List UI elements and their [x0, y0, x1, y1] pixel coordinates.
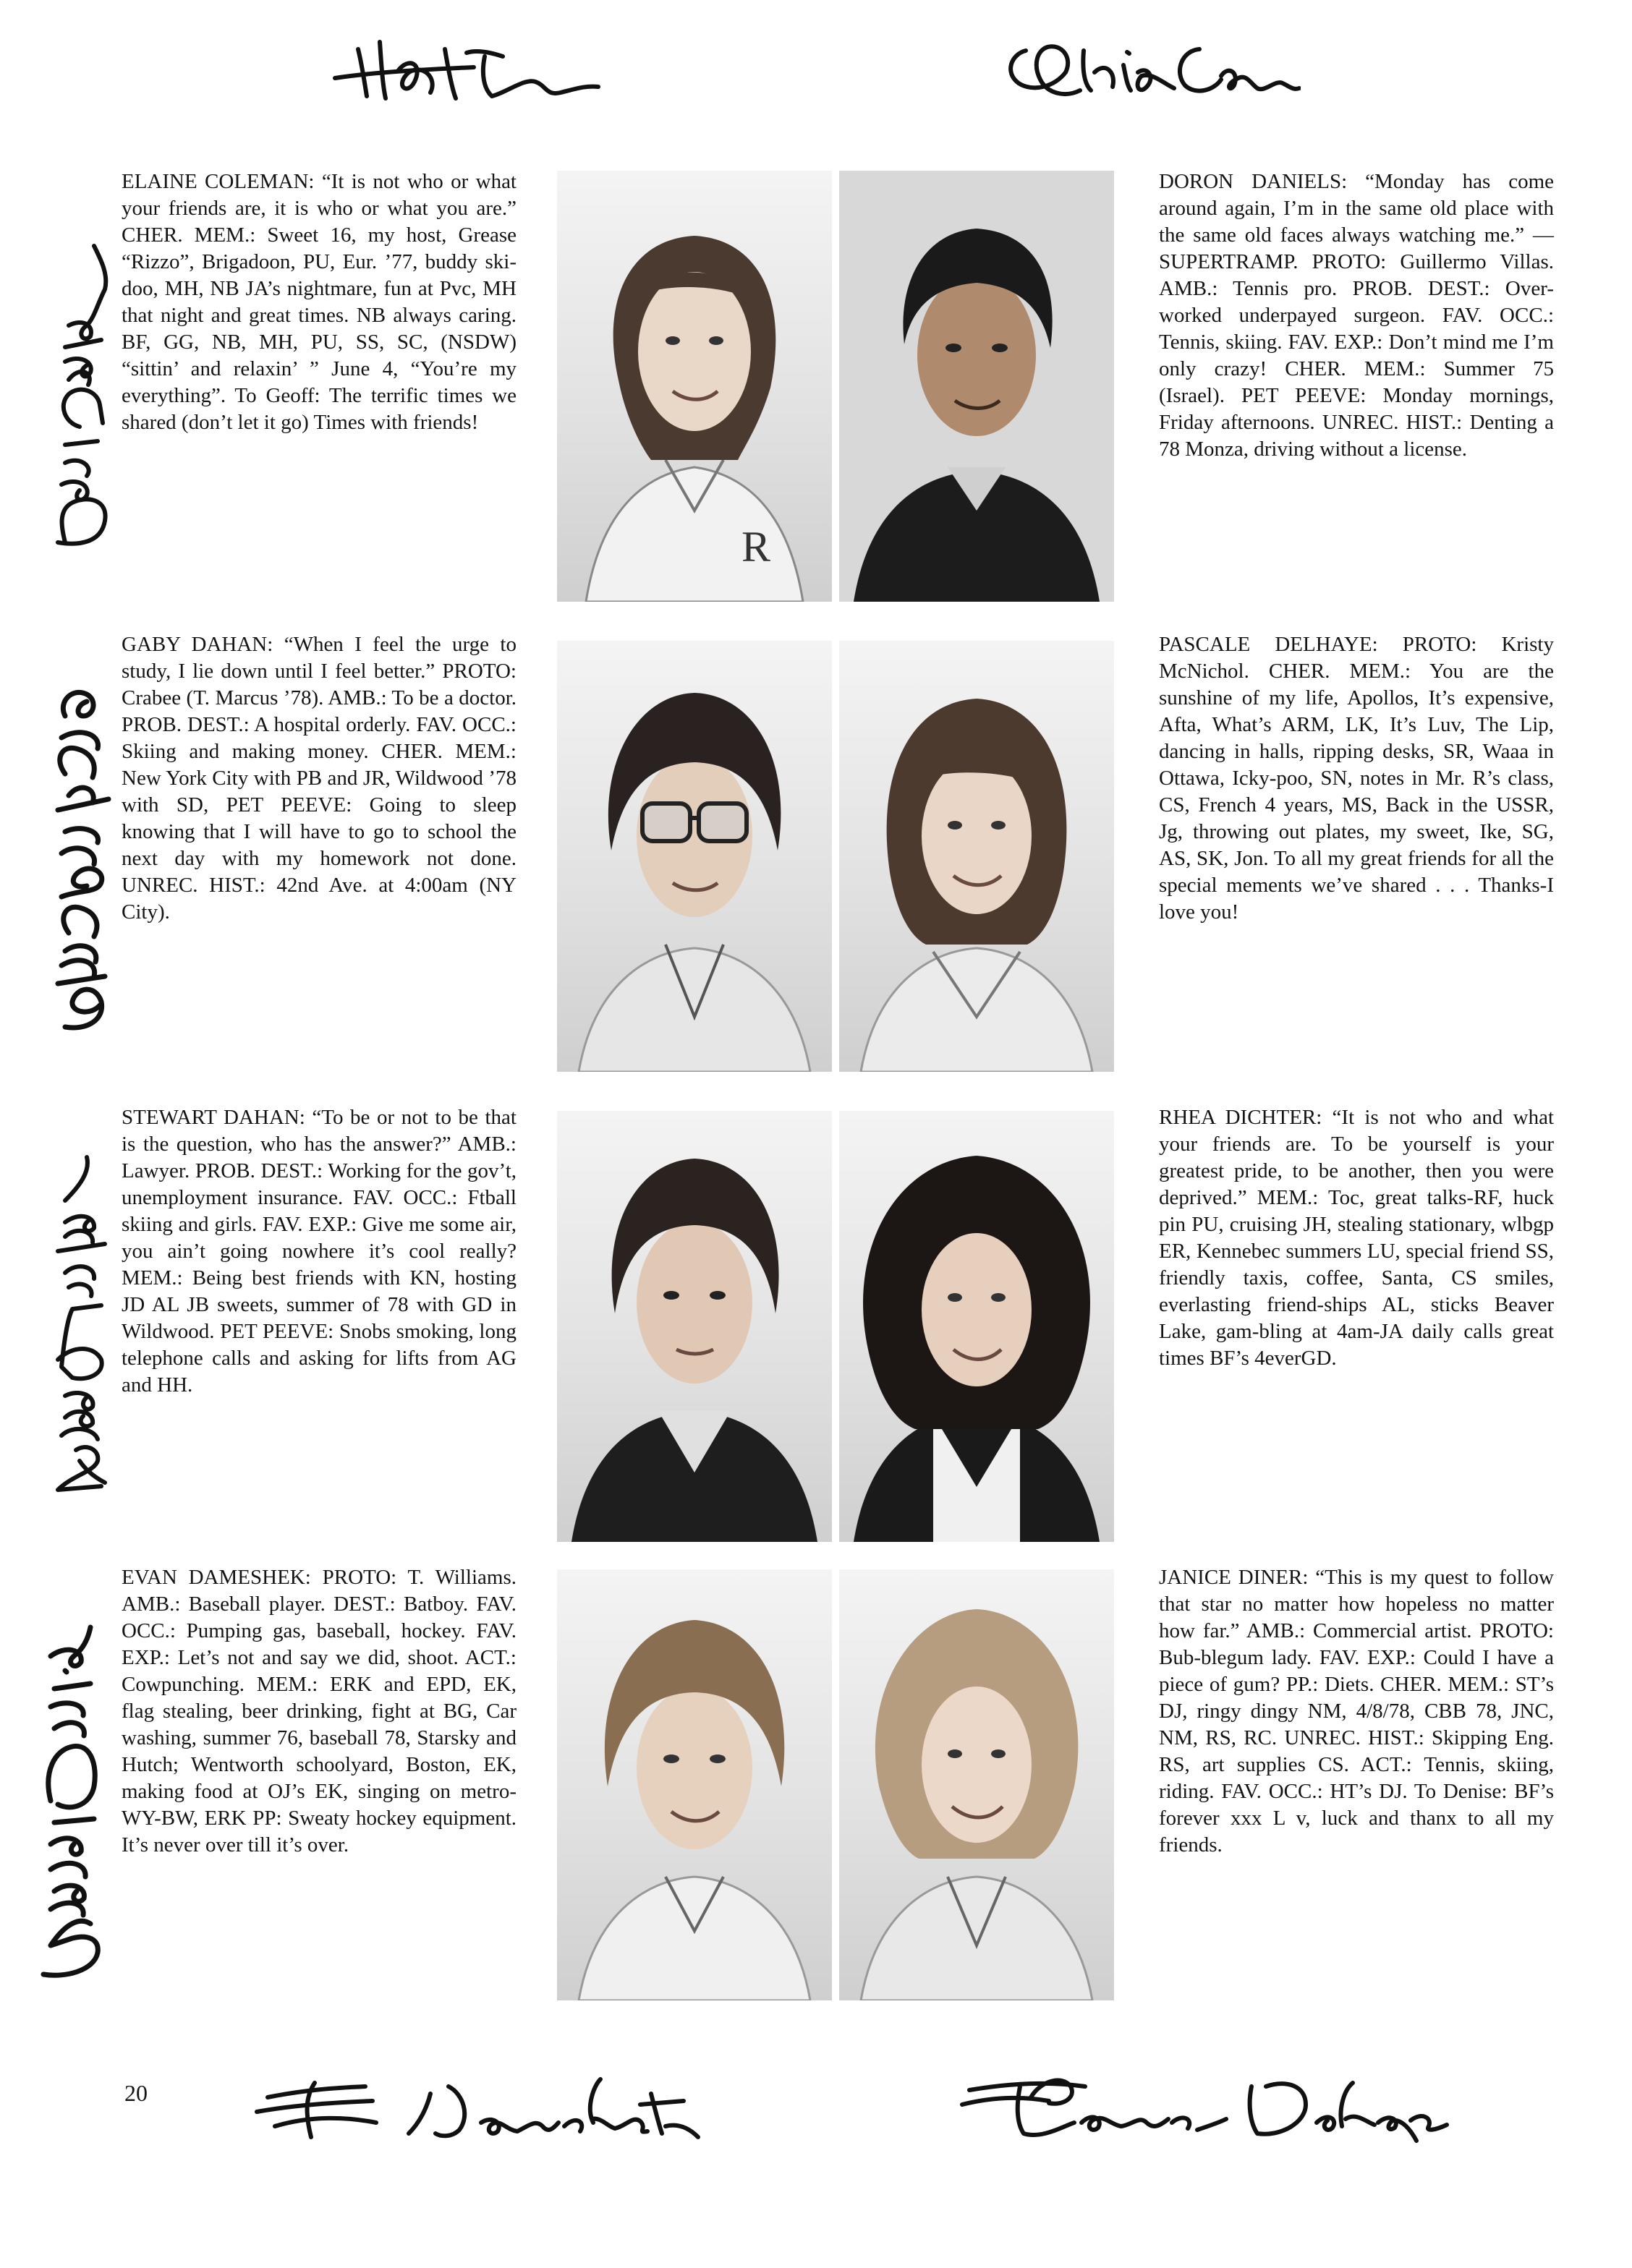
portrait-photo-elaine-coleman — [557, 171, 832, 602]
bio-gaby-dahan: GABY DAHAN: “When I feel the urge to study, I lie down until I feel better.” PROTO: Crabee (T. Marcus ’78). AMB.: To be a doctor. PROB. DEST.: A hospital orderly. FAV. OCC.: Skiing and making money. CHER. MEM.: New York City with PB and JR, Wildwood ’78 with SD, PET PEEVE: Going to sleep knowing that I will have to go to school the next day with my homework not done. UNREC. HIST.: 42nd Ave. at 4:00am (NY City). — [122, 633, 517, 924]
bio-janice-diner: JANICE DINER: “This is my quest to follow that star no matter how hopeless no matter how far.” AMB.: Commercial artist. PROTO: Bub-blegum lady. FAV. EXP.: Could I have a piece of gum? PP.: Diets. CHER. MEM.: ST’s DJ, ringy dingy NM, 4/8/78, CBB 78, JNC, NM, RS, RC. UNREC. HIST.: Skipping Eng. RS, art supplies CS. ACT.: Tennis, skiing, riding. FAV. OCC.: HT’s DJ. To Denise: BF’s forever xxx L v, luck and thanx to all my friends. — [1159, 1566, 1554, 1856]
portrait-photo-doron-daniels — [839, 171, 1114, 602]
signature-pascale-delhaye — [948, 2061, 1454, 2148]
signature-stewart-dahan — [36, 665, 123, 1041]
signature-elaine-coleman — [997, 22, 1301, 116]
bio-doron-daniels: DORON DANIELS: “Monday has come around again, I’m in the same old place with the same old faces always watching me.” — SUPERTRAMP. PROTO: Guillermo Villas. AMB.: Tennis pro. PROB. DEST.: Over-worked underpayed surgeon. FAV. OCC.: Tennis, skiing. FAV. EXP.: Don’t mind me I’m only crazy! CHER. MEM.: Summer 75 (Israel). PET PEEVE: Monday mornings, Friday afternoons. UNREC. HIST.: Denting a 78 Monza, driving without a license. — [1159, 170, 1554, 461]
bio-elaine-coleman: ELAINE COLEMAN: “It is not who or what your friends are, it is who or what you are.” CHER. MEM.: Sweet 16, my host, Grease “Rizzo”, Brigadoon, PU, Eur. ’77, buddy ski-doo, MH, NB JA’s nightmare, fun at Pvc, MH that night and great times. NB always caring. BF, GG, NB, MH, PU, SS, SC, (NSDW) “sittin’ and relaxin’ ” June 4, “You’re my everything”. To Geoff: The terrific times we shared (don’t let it go) Times with friends! — [122, 170, 517, 434]
page-number: 20 — [124, 2080, 148, 2106]
bio-evan-dameshek: EVAN DAMESHEK: PROTO: T. Williams. AMB.: Baseball player. DEST.: Batboy. FAV. OCC.: Pumping gas, baseball, hockey. FAV. EXP.: Let’s not and say we did, shoot. ACT.: Cowpunching. MEM.: ERK and EPD, EK, flag stealing, beer drinking, fight at BG, Car washing, summer 76, baseball 78, Starsky and Hutch; Wentworth schoolyard, Boston, EK, making food at OJ’s EK, singing on metro-WY-BW, ERK PP: Sweaty hockey equipment. It’s never over till it’s over. — [122, 1566, 517, 1856]
signature-janice-diner — [22, 1613, 116, 1989]
bio-pascale-delhaye: PASCALE DELHAYE: PROTO: Kristy McNichol. CHER. MEM.: You are the sunshine of my life, Apollos, It’s expensive, Afta, What’s ARM, LK, It’s Luv, The Lip, dancing in halls, ripping desks, SR, Waaa in Ottawa, Icky-poo, SN, notes in Mr. R’s class, CS, French 4 years, MS, Back in the USSR, Jg, throwing out plates, my sweet, Ike, SG, AS, SK, Jon. To all my great friends for all the special mements we’ve shared . . . Thanks-I love you! — [1159, 633, 1554, 924]
signature-gaby-dahan — [329, 27, 604, 107]
portrait-photo-gaby-dahan — [557, 641, 832, 1072]
svg-text:R: R — [741, 523, 771, 571]
bio-rhea-dichter: RHEA DICHTER: “It is not who and what your friends are. To be yourself is your greatest pride, to be another, then you were deprived.” MEM.: Toc, great talks-RF, huck pin PU, cruising JH, stealing stationary, wlbgp ER, Kennebec summers LU, special friend SS, friendly taxis, coffee, Santa, CS smiles, everlasting friend-ships AL, sticks Beaver Lake, gam-bling at 4am-JA daily calls great times BF’s 4everGD. — [1159, 1106, 1554, 1370]
portrait-photo-evan-dameshek — [557, 1569, 832, 2000]
portrait-photo-janice-diner — [839, 1569, 1114, 2000]
portrait-photo-rhea-dichter — [839, 1111, 1114, 1542]
portrait-photo-pascale-delhaye — [839, 641, 1114, 1072]
portrait-photo-stewart-dahan — [557, 1111, 832, 1542]
bio-stewart-dahan: STEWART DAHAN: “To be or not to be that is the question, who has the answer?” AMB.: Lawyer. PROB. DEST.: Working for the gov’t, unemployment insurance. FAV. OCC.: Ftball skiing and girls. FAV. EXP.: Give me some air, you ain’t going nowhere it’s cool really? MEM.: Being best friends with KN, hosting JD AL JB sweets, summer of 78 with GD in Wildwood. PET PEEVE: Snobs smoking, long telephone calls and asking for lifts from AG and HH. — [122, 1106, 517, 1397]
signature-rhea-dichter — [36, 1143, 116, 1504]
signature-doron-daniels — [36, 217, 123, 564]
signature-evan-dameshek — [246, 2065, 709, 2152]
